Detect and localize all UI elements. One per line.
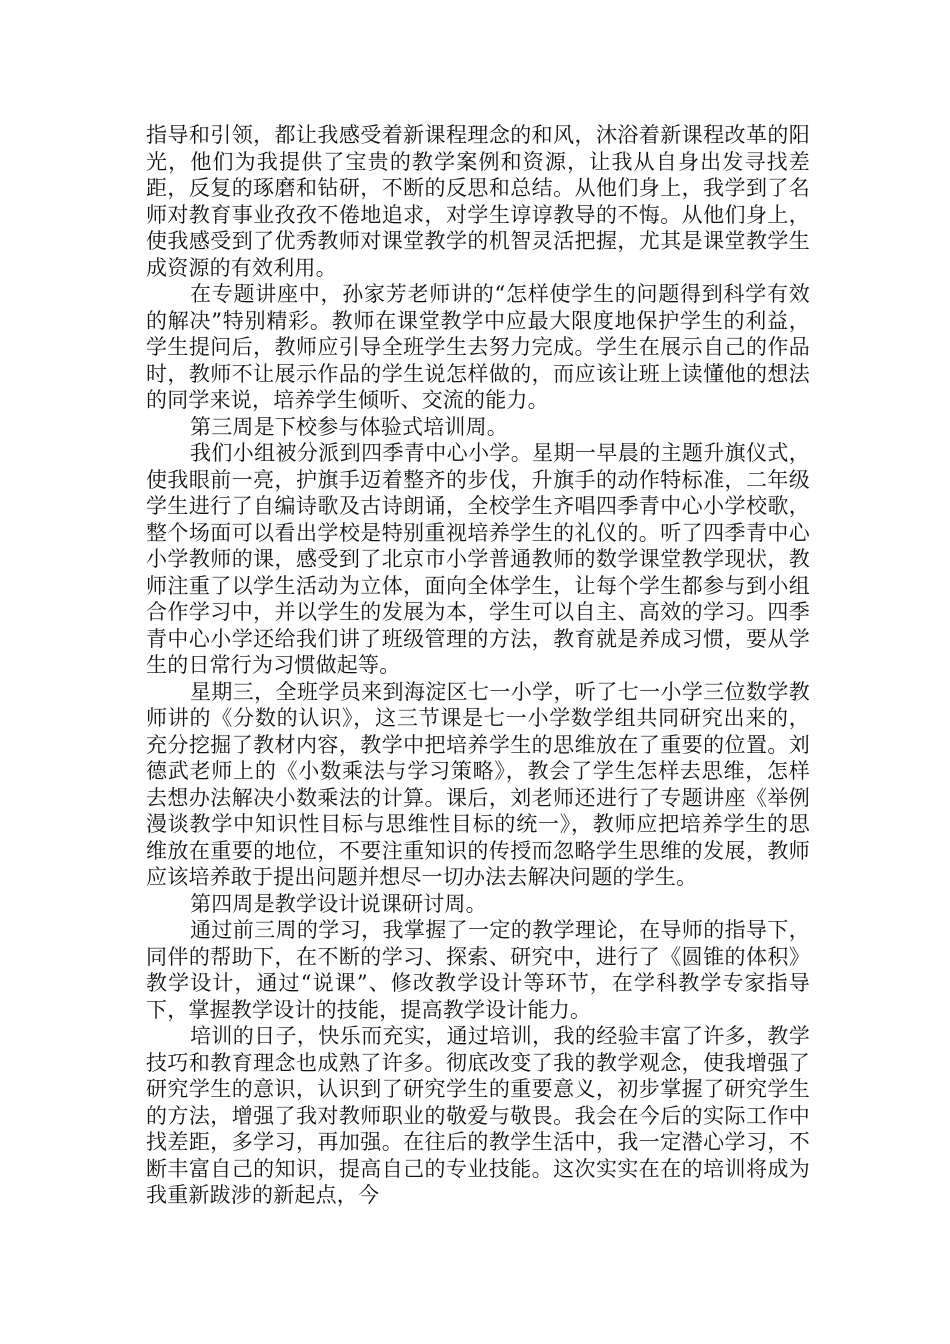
section-heading-paragraph: 第三周是下校参与体验式培训周。 — [190, 414, 508, 439]
body-text — [146, 122, 810, 1209]
paragraph: 通过前三周的学习，我掌握了一定的教学理论，在导师的指导下，同伴的帮助下，在不断的学习、探索、研究中，进行了《圆锥的体积》教学设计，通过“说课”、修改教学设计等环节，在学科教学专家指导下，掌握教学设计的技能，提高教学设计能力。 — [146, 918, 810, 1022]
section-heading-paragraph: 第四周是教学设计说课研讨周。 — [190, 891, 487, 916]
paragraph: 培训的日子，快乐而充实，通过培训，我的经验丰富了许多，教学技巧和教育理念也成熟了许多。彻底改变了我的教学观念，使我增强了研究学生的意识，认识到了研究学生的重要意义，初步掌握了研究学生的方法，增强了我对教师职业的敬爱与敬畏。我会在今后的实际工作中找差距，多学习，再加强。在往后的教学生活中，我一定潜心学习，不断丰富自己的知识，提高自己的专业技能。这次实实在在的培训将成为我重新跋涉的新起点，今 — [146, 1024, 810, 1207]
paragraph: 在专题讲座中，孙家芳老师讲的“怎样使学生的问题得到科学有效的解决”特别精彩。教师在课堂教学中应最大限度地保护学生的利益，学生提问后，教师应引导全班学生去努力完成。学生在展示自己的作品时，教师不让展示作品的学生说怎样做的，而应该让班上读懂他的想法的同学来说，培养学生倾听、交流的能力。 — [146, 282, 810, 412]
paragraph: 星期三，全班学员来到海淀区七一小学，听了七一小学三位数学教师讲的《分数的认识》，这三节课是七一小学数学组共同研究出来的，充分挖掘了教材内容，教学中把培养学生的思维放在了重要的位置。刘德武老师上的《小数乘法与学习策略》，教会了学生怎样去思维，怎样去想办法解决小数乘法的计算。课后，刘老师还进行了专题讲座《举例漫谈教学中知识性目标与思维性目标的统一》，教师应把培养学生的思维放在重要的地位，不要注重知识的传授而忽略学生思维的发展，教师应该培养敢于提出问题并想尽一切办法去解决问题的学生。 — [146, 679, 810, 889]
paragraph: 我们小组被分派到四季青中心小学。星期一早晨的主题升旗仪式，使我眼前一亮，护旗手迈着整齐的步伐，升旗手的动作特标准，二年级学生进行了自编诗歌及古诗朗诵，全校学生齐唱四季青中心小学校歌，整个场面可以看出学校是特别重视培养学生的礼仪的。听了四季青中心小学教师的课，感受到了北京市小学普通教师的数学课堂教学现状，教师注重了以学生活动为立体，面向全体学生，让每个学生都参与到小组合作学习中，并以学生的发展为本，学生可以自主、高效的学习。四季青中心小学还给我们讲了班级管理的方法，教育就是养成习惯，要从学生的日常行为习惯做起等。 — [146, 441, 810, 677]
paragraph: 指导和引领，都让我感受着新课程理念的和风，沐浴着新课程改革的阳光，他们为我提供了宝贵的教学案例和资源，让我从自身出发寻找差距，反复的琢磨和钻研，不断的反思和总结。从他们身上，我学到了名师对教育事业孜孜不倦地追求，对学生谆谆教导的不悔。从他们身上，使我感受到了优秀教师对课堂教学的机智灵活把握，尤其是课堂教学生成资源的有效利用。 — [146, 123, 810, 280]
